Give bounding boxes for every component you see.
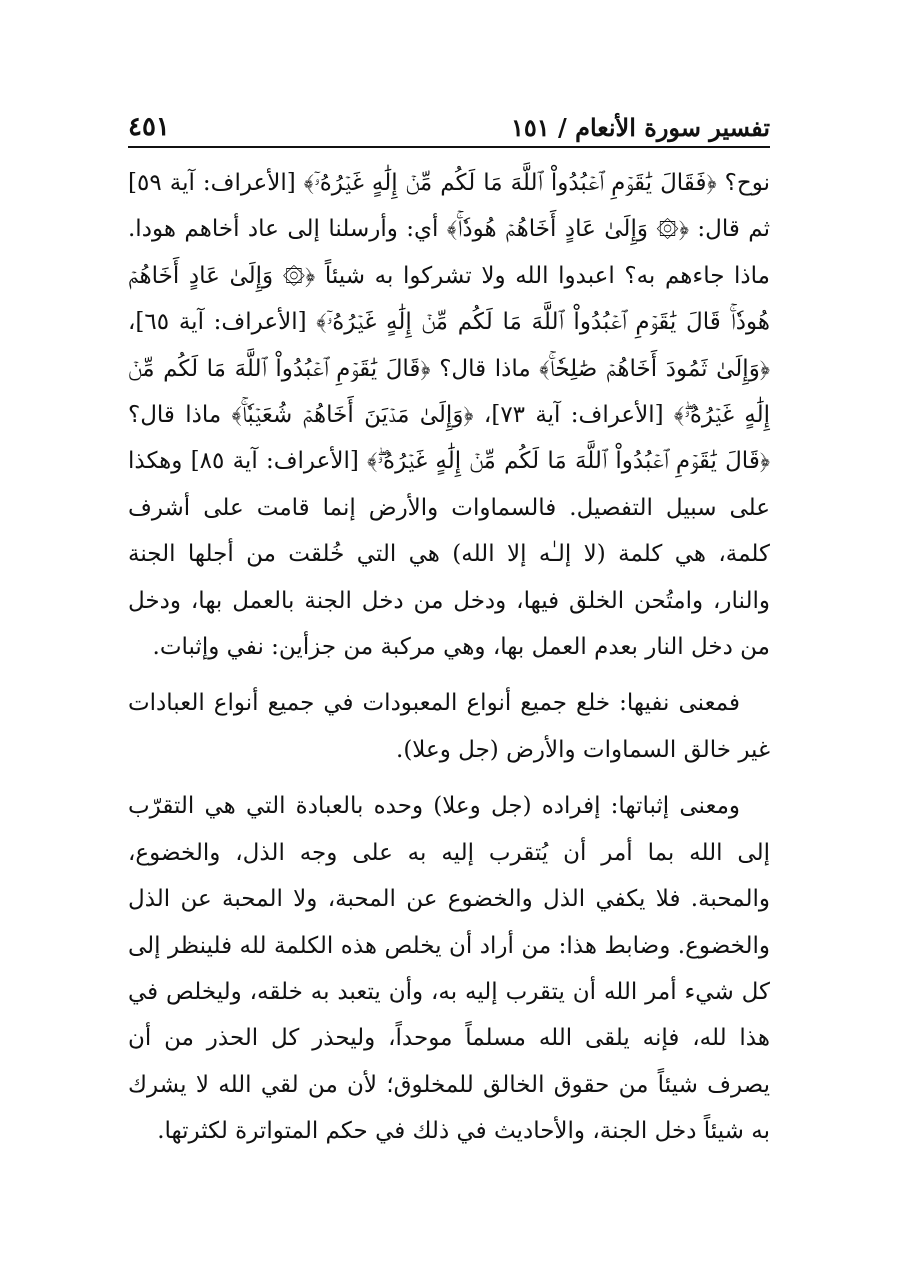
paragraph-2: فمعنى نفيها: خلع جميع أنواع المعبودات في جميع أنواع العبادات غير خالق السماوات والأرض (جل وعلا). (128, 690, 770, 763)
paragraph-1: نوح؟ ﴿فَقَالَ يَٰقَوۡمِ ٱعۡبُدُواْ ٱللَّهَ مَا لَكُم مِّنۡ إِلَٰهٍ غَيۡرُهُۥٓ﴾ [الأعراف: آية ٥٩] ثم قال: ﴿۞ وَإِلَىٰ عَادٍ أَخَاهُمۡ هُودٗاۚ﴾ أي: وأرسلنا إلى عاد أخاهم هودا. ماذا جاءهم به؟ اعبدوا الله ولا تشركوا به شيئاً ﴿۞ وَإِلَىٰ عَادٍ أَخَاهُمۡ هُودٗاۚ قَالَ يَٰقَوۡمِ ٱعۡبُدُواْ ٱللَّهَ مَا لَكُم مِّنۡ إِلَٰهٍ غَيۡرُهُۥٓ﴾ [الأعراف: آية ٦٥]، ﴿وَإِلَىٰ ثَمُودَ أَخَاهُمۡ صَٰلِحٗاۚ﴾ ماذا قال؟ ﴿قَالَ يَٰقَوۡمِ ٱعۡبُدُواْ ٱللَّهَ مَا لَكُم مِّنۡ إِلَٰهٍ غَيۡرُهُۥۖ﴾ [الأعراف: آية ٧٣]، ﴿وَإِلَىٰ مَدۡيَنَ أَخَاهُمۡ شُعَيۡبٗاۚ﴾ ماذا قال؟ ﴿قَالَ يَٰقَوۡمِ ٱعۡبُدُواْ ٱللَّهَ مَا لَكُم مِّنۡ إِلَٰهٍ غَيۡرُهُۥۖ﴾ [الأعراف: آية ٨٥] وهكذا على سبيل التفصيل. فالسماوات والأرض إنما قامت على أشرف كلمة، هي كلمة (لا إلـٰه إلا الله) هي التي خُلقت من أجلها الجنة والنار، وامتُحن الخلق فيها، ودخل من دخل الجنة بالعمل بها، ودخل من دخل النار بعدم العمل بها، وهي مركبة من جزأين: نفي وإثبات. (128, 170, 770, 661)
page-header (128, 96, 770, 142)
running-title: تفسير سورة الأنعام / ١٥١ (510, 113, 770, 142)
header-rule (128, 146, 770, 148)
page-body (128, 160, 770, 1155)
page-number: ٤٥١ (128, 112, 170, 142)
paragraph-3: ومعنى إثباتها: إفراده (جل وعلا) وحده بالعبادة التي هي التقرّب إلى الله بما أمر أن يُتقرب إليه به على وجه الذل، والخضوع، والمحبة. فلا يكفي الذل والخضوع عن المحبة، ولا المحبة عن الذل والخضوع. وضابط هذا: من أراد أن يخلص هذه الكلمة لله فلينظر إلى كل شيء أمر الله أن يتقرب إليه به، وأن يتعبد به خلقه، وليخلص في هذا لله، فإنه يلقى الله مسلماً موحداً، وليحذر كل الحذر من أن يصرف شيئاً من حقوق الخالق للمخلوق؛ لأن من لقي الله لا يشرك به شيئاً دخل الجنة، والأحاديث في ذلك في حكم المتواترة لكثرتها. (128, 793, 770, 1145)
